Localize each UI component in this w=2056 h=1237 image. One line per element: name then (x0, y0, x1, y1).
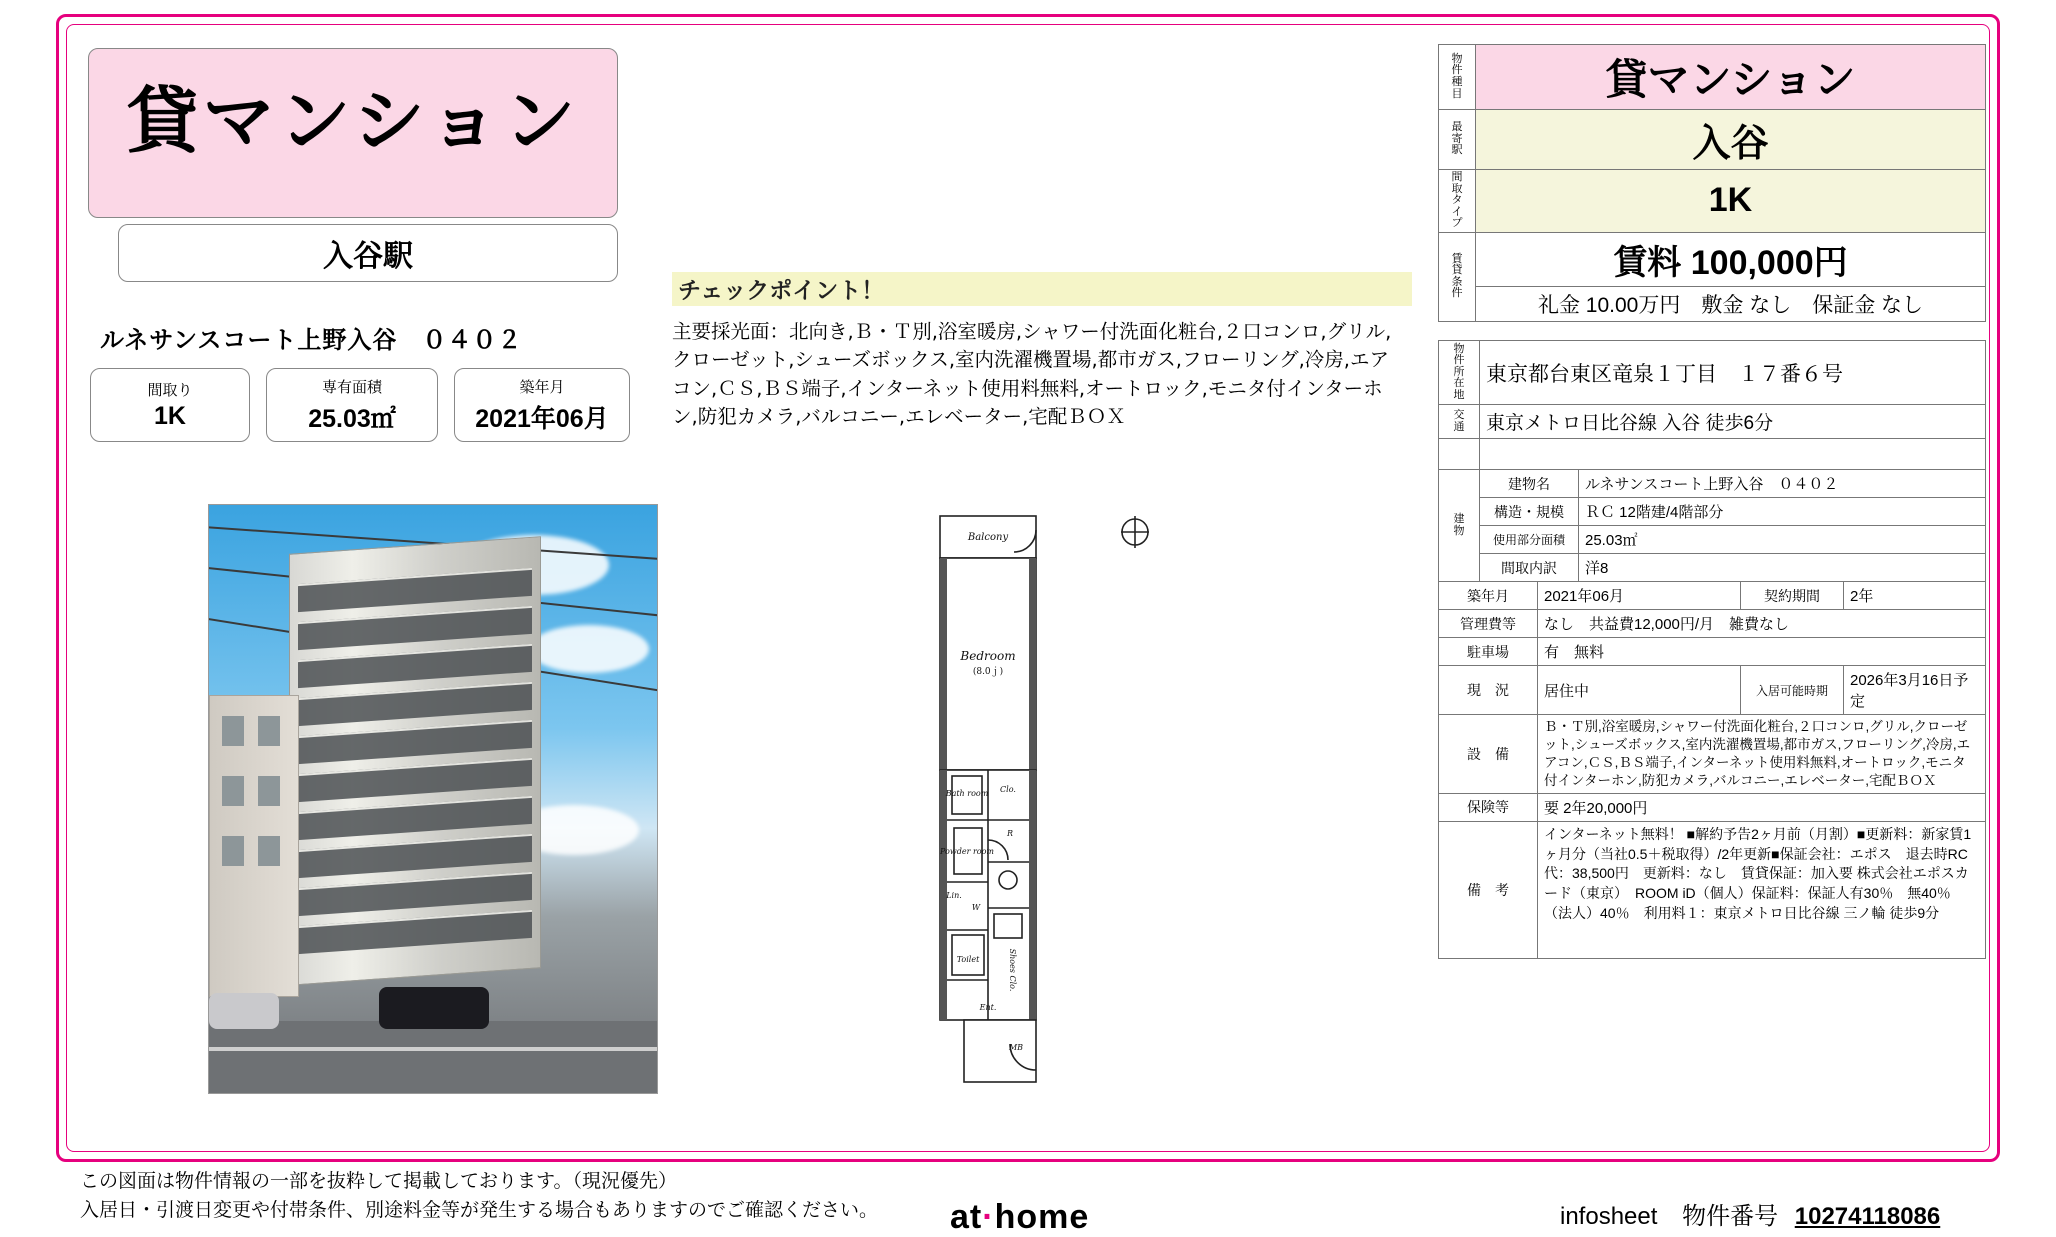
property-number-value: 10274118086 (1794, 1203, 1941, 1230)
detail-label-access-blank (1439, 439, 1480, 470)
summary-value-deposit: 礼金 10.00万円 敷金 なし 保証金 なし (1476, 286, 1986, 321)
detail-sublabel-structure: 構造・規模 (1480, 498, 1579, 526)
detail-row-equipment (1439, 715, 1986, 793)
spec-area-label: 専有面積 (321, 378, 382, 396)
summary-label-rent: 賃 貸 条 件 (1439, 232, 1476, 321)
detail-value-area: 25.03㎡ (1579, 526, 1986, 554)
plan-label-closet: Clo. (1000, 785, 1016, 794)
floor-plan (930, 510, 1160, 1100)
checkpoint-title: チェックポイント！ (672, 272, 1412, 306)
detail-value-built: 2021年06月 (1538, 582, 1741, 610)
parked-car (209, 993, 279, 1029)
detail-value-parking: 有 無料 (1538, 638, 1986, 666)
detail-label-movein: 入居可能時期 (1741, 666, 1844, 715)
detail-label-remarks: 備 考 (1439, 821, 1538, 958)
summary-value-plan: 1K (1476, 170, 1986, 233)
property-type-title: 貸マンション (126, 79, 580, 163)
detail-label-mgmt: 管理費等 (1439, 610, 1538, 638)
plan-label-r: R (1006, 829, 1014, 838)
detail-row-status (1439, 666, 1986, 715)
plan-label-balcony: Balcony (967, 532, 1009, 543)
detail-value-contract: 2年 (1844, 582, 1986, 610)
details-table (1438, 340, 1986, 583)
spec-layout-label: 間取り (147, 382, 193, 399)
detail-label-equipment: 設 備 (1439, 715, 1538, 793)
spec-row (90, 368, 630, 442)
detail-label-built: 築年月 (1439, 582, 1538, 610)
detail-value-equipment: Ｂ・Ｔ別,浴室暖房,シャワー付洗面化粧台,２口コンロ,グリル,クローゼット,シューズボックス,室内洗濯機置場,都市ガス,フローリング,冷房,エアコン,ＣＳ,ＢＳ端子,インターネット使用料無料,オートロック,モニタ付インターホン,防犯カメラ,バルコニー,エレベーター,宅配ＢＯＸ (1538, 715, 1986, 793)
plan-label-powder: Powder room (940, 847, 994, 856)
detail-label-access: 交 通 (1439, 405, 1480, 439)
adjacent-building (209, 695, 299, 997)
summary-value-rent: 賃料 100,000円 (1476, 232, 1986, 286)
detail-value-structure: ＲＣ 12階建/4階部分 (1579, 498, 1986, 526)
plan-label-toilet: Toilet (956, 955, 980, 964)
summary-panel (1438, 44, 1986, 959)
property-type-title-box (88, 48, 618, 218)
detail-label-building: 建 物 (1439, 470, 1480, 582)
plan-label-ent: Ent. (979, 1003, 997, 1012)
building-name: ルネサンスコート上野入谷 ０４０２ (100, 327, 523, 354)
checkpoint-body: 主要採光面：北向き,Ｂ・Ｔ別,浴室暖房,シャワー付洗面化粧台,２口コンロ,グリル,クローゼット,シューズボックス,室内洗濯機置場,都市ガス,フローリング,冷房,エアコン,ＣＳ,ＢＳ端子,インターネット使用料無料,オートロック,モニタ付インターホン,防犯カメラ,バルコニー,エレベーター,宅配ＢＯＸ (672, 320, 1392, 429)
spec-area-value: 25.03㎡ (308, 404, 396, 433)
detail-value-remarks: インターネット無料！ ■解約予告2ヶ月前（月割）■更新料：新家賃1ヶ月分（当社0.5＋税取得）/2年更新■保証会社：エポス 退去時RC代：38,500円 更新料：なし 賃貸保証：加入要 株式会社エポスカード（東京） ROOM iD（個人）保証料：保証人有30％ 無40％ （法人）40％ 利用料１：東京メトロ日比谷線 三ノ輪 徒歩9分 (1538, 821, 1986, 958)
plan-label-mb: MB (1008, 1043, 1024, 1052)
detail-row-structure (1439, 498, 1986, 526)
summary-label-station: 最 寄 駅 (1439, 110, 1476, 170)
detail-value-access: 東京メトロ日比谷線 入谷 徒歩6分 (1480, 405, 1986, 439)
details-table-2 (1438, 581, 1986, 958)
detail-row-access-blank (1439, 439, 1986, 470)
summary-label-type: 物 件 種 目 (1439, 45, 1476, 110)
plan-label-shoes: Shoes Clo. (1008, 948, 1017, 992)
summary-row-type (1439, 45, 1986, 110)
summary-value-type: 貸マンション (1476, 45, 1986, 110)
detail-label-contract: 契約期間 (1741, 582, 1844, 610)
detail-row-rooms (1439, 554, 1986, 582)
summary-row-deposit (1439, 286, 1986, 321)
detail-value-mgmt: なし 共益費12,000円/月 雑費なし (1538, 610, 1986, 638)
detail-row-mgmt (1439, 610, 1986, 638)
spec-built (454, 368, 630, 442)
detail-value-status: 居住中 (1538, 666, 1741, 715)
detail-value-access-blank (1480, 439, 1986, 470)
footer-disclaimer (80, 1168, 980, 1225)
athome-logo: at·home (950, 1198, 1090, 1236)
spec-area (266, 368, 438, 442)
station-box: 入谷駅 (118, 224, 618, 282)
detail-label-insurance: 保険等 (1439, 793, 1538, 821)
plan-label-w: W (971, 903, 981, 912)
footer-disclaimer-line2: 入居日・引渡日変更や付帯条件、別途料金等が発生する場合もありますのでご確認ください。 (80, 1199, 879, 1221)
building-facade (289, 536, 541, 986)
detail-label-parking: 駐車場 (1439, 638, 1538, 666)
detail-label-address: 物 件 所 在 地 (1439, 340, 1480, 405)
summary-row-plan (1439, 170, 1986, 233)
detail-value-address: 東京都台東区竜泉１丁目 １７番６号 (1480, 340, 1986, 405)
detail-value-insurance: 要 2年20,000円 (1538, 793, 1986, 821)
plan-label-lin: Lin. (946, 891, 962, 900)
detail-sublabel-rooms: 間取内訳 (1480, 554, 1579, 582)
summary-row-station (1439, 110, 1986, 170)
summary-table (1438, 44, 1986, 322)
summary-value-station: 入谷 (1476, 110, 1986, 170)
detail-value-rooms: 洋8 (1579, 554, 1986, 582)
summary-label-plan: 間 取 タ イ プ (1439, 170, 1476, 233)
spec-built-value: 2021年06月 (475, 404, 609, 433)
detail-sublabel-building-name: 建物名 (1480, 470, 1579, 498)
spec-built-label: 築年月 (519, 378, 565, 396)
detail-row-parking (1439, 638, 1986, 666)
detail-row-built (1439, 582, 1986, 610)
plan-label-bedroom: Bedroom (960, 649, 1016, 663)
infosheet-label: infosheet (1560, 1203, 1658, 1230)
infosheet-footer (1560, 1196, 1940, 1231)
detail-sublabel-area: 使用部分面積 (1480, 526, 1579, 554)
footer-disclaimer-line1: この図面は物件情報の一部を抜粋して掲載しております。（現況優先） (80, 1171, 677, 1192)
detail-label-status: 現 況 (1439, 666, 1538, 715)
detail-row-building-name (1439, 470, 1986, 498)
detail-value-movein: 2026年3月16日予定 (1844, 666, 1986, 715)
detail-row-area (1439, 526, 1986, 554)
property-number-label: 物件番号 (1682, 1203, 1779, 1230)
detail-row-address (1439, 340, 1986, 405)
detail-row-remarks (1439, 821, 1986, 958)
plan-label-bath: Bath room (945, 789, 989, 798)
detail-row-access (1439, 405, 1986, 439)
summary-row-rent (1439, 232, 1986, 286)
parked-car (379, 987, 489, 1029)
detail-row-insurance (1439, 793, 1986, 821)
plan-label-bedroom-size: (8.0ｊ) (972, 667, 1004, 677)
detail-value-building-name: ルネサンスコート上野入谷 ０４０２ (1579, 470, 1986, 498)
spec-layout-value: 1K (154, 402, 186, 430)
street (209, 1021, 657, 1093)
spec-layout (90, 368, 250, 442)
property-photo (208, 504, 658, 1094)
